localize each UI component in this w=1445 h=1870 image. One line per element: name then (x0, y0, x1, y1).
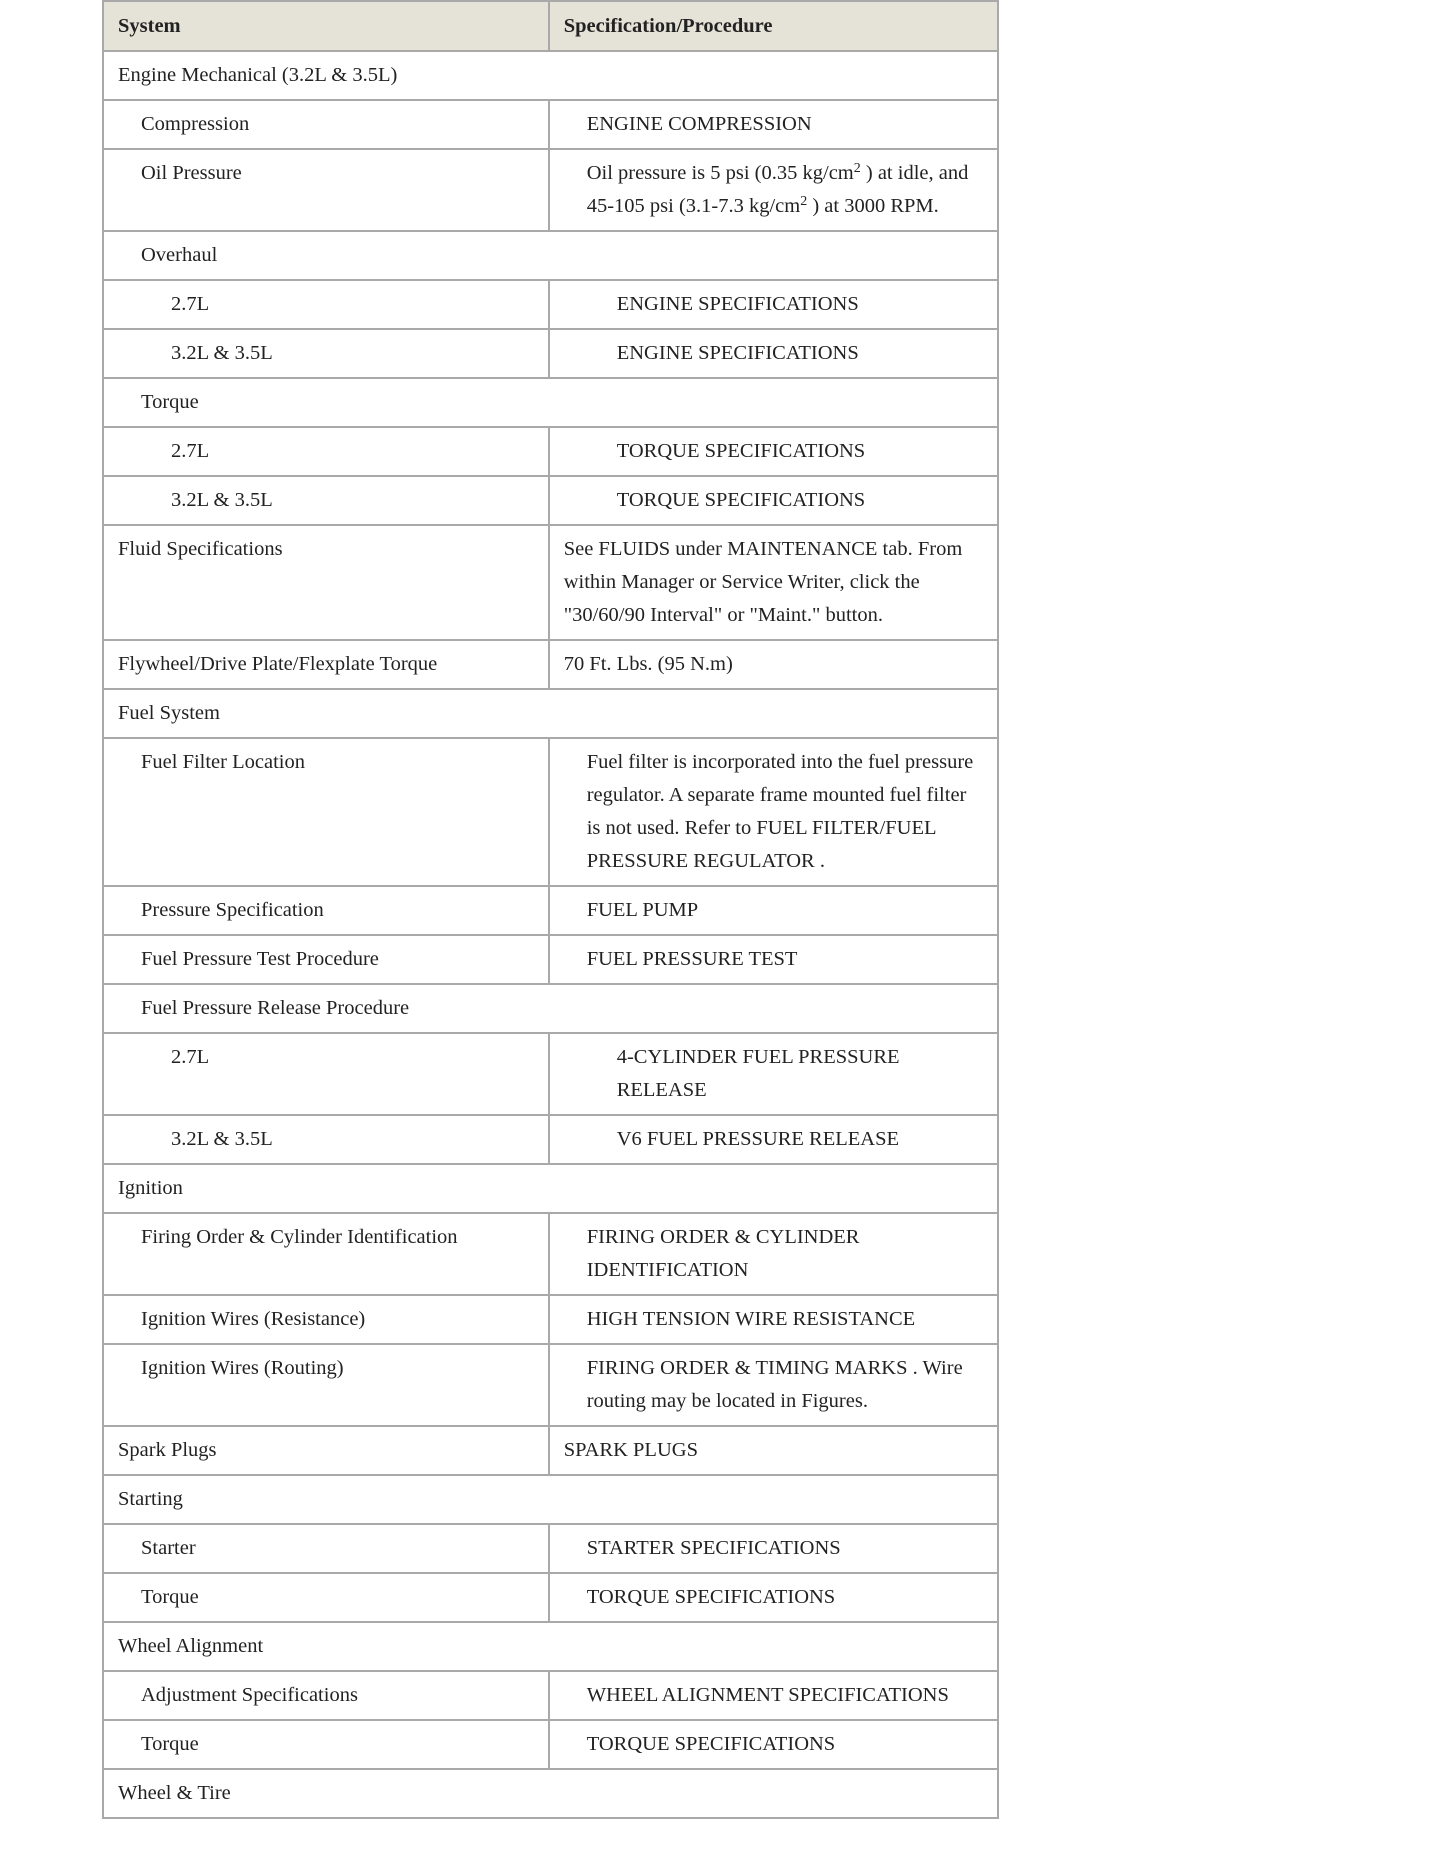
section-label: Overhaul (103, 231, 998, 280)
table-row (103, 1213, 998, 1295)
table-row (103, 1033, 998, 1115)
table-row (103, 427, 998, 476)
specification-cell: TORQUE SPECIFICATIONS (549, 1573, 998, 1622)
section-label: Ignition (103, 1164, 998, 1213)
system-cell: Torque (103, 1573, 549, 1622)
section-label: Wheel Alignment (103, 1622, 998, 1671)
specification-cell: TORQUE SPECIFICATIONS (549, 476, 998, 525)
section-row (103, 1475, 998, 1524)
table-row (103, 1671, 998, 1720)
superscript: 2 (800, 194, 808, 209)
section-label: Wheel & Tire (103, 1769, 998, 1818)
system-cell: Ignition Wires (Resistance) (103, 1295, 549, 1344)
table-body (103, 51, 998, 1818)
section-row (103, 1622, 998, 1671)
system-cell: Spark Plugs (103, 1426, 549, 1475)
system-cell: Fuel Pressure Test Procedure (103, 935, 549, 984)
system-cell: 2.7L (103, 280, 549, 329)
table-row (103, 149, 998, 231)
specification-cell: ENGINE COMPRESSION (549, 100, 998, 149)
table-row (103, 1344, 998, 1426)
system-cell: Pressure Specification (103, 886, 549, 935)
section-row (103, 1769, 998, 1818)
table-row (103, 329, 998, 378)
text-span: Oil pressure is 5 psi (0.35 kg/cm (586, 162, 854, 184)
header-row (103, 1, 998, 51)
text-span: ) at 3000 RPM. (807, 195, 939, 217)
specification-cell: WHEEL ALIGNMENT SPECIFICATIONS (549, 1671, 998, 1720)
specification-cell (549, 149, 998, 231)
section-row (103, 231, 998, 280)
specification-cell: SPARK PLUGS (549, 1426, 998, 1475)
system-cell: 2.7L (103, 427, 549, 476)
system-cell: Firing Order & Cylinder Identification (103, 1213, 549, 1295)
table-row (103, 1524, 998, 1573)
specification-cell: HIGH TENSION WIRE RESISTANCE (549, 1295, 998, 1344)
table-row (103, 1295, 998, 1344)
system-cell: Oil Pressure (103, 149, 549, 231)
system-cell: 2.7L (103, 1033, 549, 1115)
specification-cell: FUEL PRESSURE TEST (549, 935, 998, 984)
section-label: Torque (103, 378, 998, 427)
header-specification: Specification/Procedure (549, 1, 998, 51)
specification-cell: STARTER SPECIFICATIONS (549, 1524, 998, 1573)
system-cell: Fuel Filter Location (103, 738, 549, 886)
system-cell: Flywheel/Drive Plate/Flexplate Torque (103, 640, 549, 689)
specification-cell: TORQUE SPECIFICATIONS (549, 1720, 998, 1769)
table-row (103, 886, 998, 935)
table-row (103, 476, 998, 525)
table-row (103, 1573, 998, 1622)
section-row (103, 51, 998, 100)
specification-cell: 70 Ft. Lbs. (95 N.m) (549, 640, 998, 689)
table-row (103, 935, 998, 984)
table-row (103, 280, 998, 329)
specification-cell: ENGINE SPECIFICATIONS (549, 329, 998, 378)
system-cell: Fluid Specifications (103, 525, 549, 640)
system-cell: Ignition Wires (Routing) (103, 1344, 549, 1426)
section-label: Fuel System (103, 689, 998, 738)
section-label: Starting (103, 1475, 998, 1524)
specification-cell: Fuel filter is incorporated into the fuel pressure regulator. A separate frame mounted fuel filter is not used. Refer to FUEL FILTER/FUEL PRESSURE REGULATOR . (549, 738, 998, 886)
section-row (103, 689, 998, 738)
table-row (103, 1115, 998, 1164)
section-label: Engine Mechanical (3.2L & 3.5L) (103, 51, 998, 100)
specification-cell: ENGINE SPECIFICATIONS (549, 280, 998, 329)
superscript: 2 (853, 161, 861, 176)
system-cell: Adjustment Specifications (103, 1671, 549, 1720)
specification-cell: FUEL PUMP (549, 886, 998, 935)
section-row (103, 984, 998, 1033)
specification-table (102, 0, 999, 1819)
system-cell: 3.2L & 3.5L (103, 476, 549, 525)
section-label: Fuel Pressure Release Procedure (103, 984, 998, 1033)
specification-cell: V6 FUEL PRESSURE RELEASE (549, 1115, 998, 1164)
specification-cell: See FLUIDS under MAINTENANCE tab. From within Manager or Service Writer, click the "30/60/90 Interval" or "Maint." button. (549, 525, 998, 640)
specification-cell: TORQUE SPECIFICATIONS (549, 427, 998, 476)
table-row (103, 100, 998, 149)
section-row (103, 378, 998, 427)
table-row (103, 640, 998, 689)
specification-cell: FIRING ORDER & CYLINDER IDENTIFICATION (549, 1213, 998, 1295)
system-cell: Torque (103, 1720, 549, 1769)
table-row (103, 525, 998, 640)
text-span: ) at idle, and 45-105 psi (3.1-7.3 kg/cm (586, 162, 969, 217)
table-row (103, 1426, 998, 1475)
table-row (103, 1720, 998, 1769)
table-row (103, 738, 998, 886)
section-row (103, 1164, 998, 1213)
header-system: System (103, 1, 549, 51)
specification-cell: FIRING ORDER & TIMING MARKS . Wire routing may be located in Figures. (549, 1344, 998, 1426)
system-cell: 3.2L & 3.5L (103, 1115, 549, 1164)
system-cell: Starter (103, 1524, 549, 1573)
system-cell: 3.2L & 3.5L (103, 329, 549, 378)
system-cell: Compression (103, 100, 549, 149)
specification-cell: 4-CYLINDER FUEL PRESSURE RELEASE (549, 1033, 998, 1115)
